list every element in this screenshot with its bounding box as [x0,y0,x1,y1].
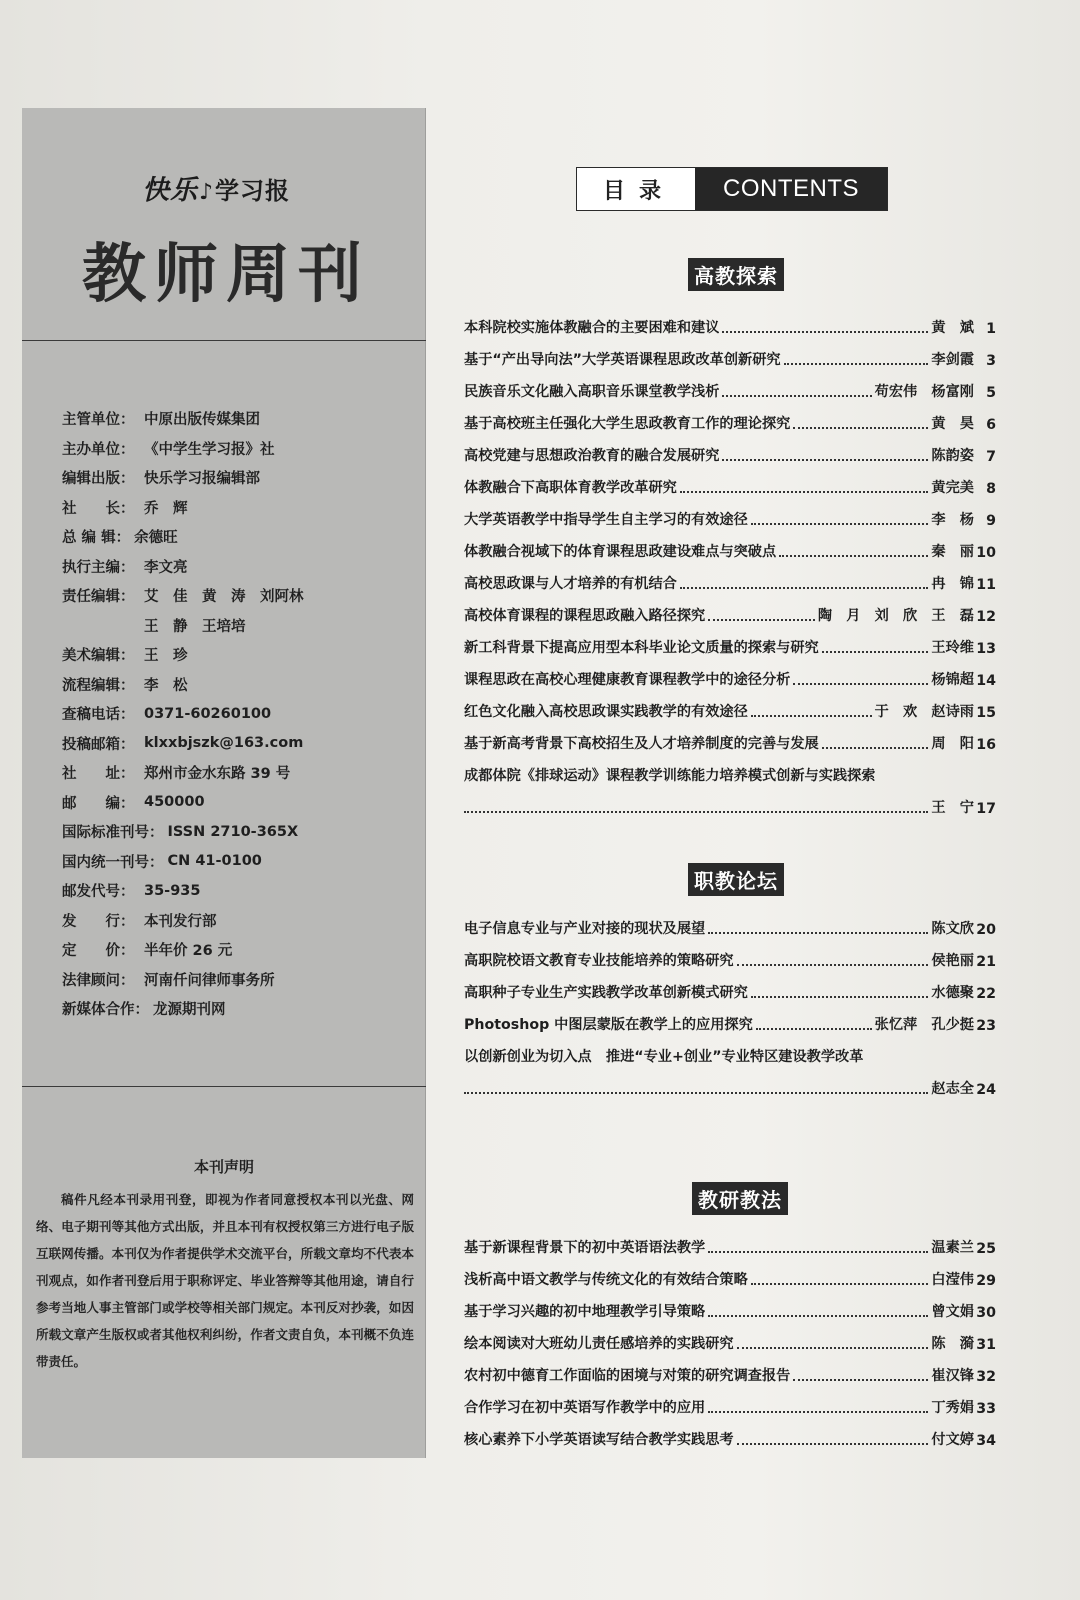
toc-entry [464,1040,996,1072]
masthead-value: 龙源期刊网 [153,1002,226,1019]
toc-entry [464,912,996,944]
toc-leader-dots [779,555,928,557]
masthead-label: 定 价： [62,943,135,960]
masthead-value: 王 珍 [144,648,188,665]
masthead-row [62,906,422,936]
section-label: 教研教法 [692,1182,788,1215]
toc-entry [464,343,996,375]
toc-entry [464,1359,996,1391]
masthead-label: 邮发代号： [62,884,135,901]
toc-entry-title: 浅析高中语文教学与传统文化的有效结合策略 [464,1272,748,1288]
masthead-row [62,640,422,670]
toc-entry-title: 民族音乐文化融入高职音乐课堂教学浅析 [464,384,720,400]
masthead-label: 法律顾问： [62,972,135,989]
masthead-label: 责任编辑： [62,589,135,606]
masthead-value: 本刊发行部 [144,913,217,930]
toc-entry [464,503,996,535]
masthead-value: 乔 辉 [144,500,188,517]
toc-header-contents: CONTENTS [695,168,887,210]
masthead-value: CN 41-0100 [167,853,262,870]
masthead-label: 国际标准刊号： [62,825,164,842]
toc-leader-dots [680,491,929,493]
toc-entry-author: 白滢伟 [931,1272,974,1288]
masthead-label: 国内统一刊号： [62,854,164,871]
toc-entry [464,599,996,631]
masthead-value: 35-935 [144,882,201,899]
toc-entry-page: 14 [976,673,996,689]
toc-leader-dots [822,651,929,653]
toc-entry-page: 33 [976,1401,996,1417]
toc-entry-author: 陈 漪 [931,1336,974,1352]
toc-entry-author: 黄完美 [931,480,974,496]
toc-entry-title: 红色文化融入高校思政课实践教学的有效途径 [464,704,748,720]
toc-entry-title: 绘本阅读对大班幼儿责任感培养的实践研究 [464,1336,734,1352]
masthead-row [62,404,422,434]
toc-entry-page: 3 [986,353,996,369]
masthead-row [62,493,422,523]
masthead-label: 编辑出版： [62,471,135,488]
masthead-label: 执行主编： [62,559,135,576]
masthead-label: 流程编辑： [62,677,135,694]
masthead-panel [22,108,426,1458]
masthead-value: 中原出版传媒集团 [144,412,260,429]
toc-entry-author: 温素兰 [931,1240,974,1256]
toc-entry-title: 大学英语教学中指导学生自主学习的有效途径 [464,512,748,528]
declaration-body: 稿件凡经本刊录用刊登，即视为作者同意授权本刊以光盘、网络、电子期刊等其他方式出版，并且本刊有权授权第三方进行电子版互联网传播。本刊仅为作者提供学术交流平台，所载文章均不代表本刊观点，如作者刊登后用于职称评定、毕业答辩等其他用途，请自行参考当地人事主管部门或学校等相关部门规定。本刊反对抄袭，如因所载文章产生版权或者其他权利纠纷，作者文责自负，本刊概不负连带责任。 [36,1192,414,1369]
section-label: 职教论坛 [688,863,784,896]
toc-entry-title: Photoshop 中图层蒙版在教学上的应用探究 [464,1017,753,1033]
masthead-value: 0371-60260100 [144,705,272,722]
toc-entry-author: 冉 锦 [931,576,974,592]
divider [22,1086,426,1087]
masthead-label: 邮 编： [62,795,135,812]
masthead-label: 主办单位： [62,441,135,458]
toc-entry-page: 6 [986,417,996,433]
toc-leader-dots [708,1315,928,1317]
toc-entry [464,695,996,727]
toc-entry [464,1072,996,1104]
masthead-value: 《中学生学习报》社 [144,441,275,458]
toc-entry [464,1423,996,1455]
toc-entry [464,439,996,471]
toc-entry-author: 李剑霞 [931,352,974,368]
toc-leader-dots [784,363,929,365]
masthead-value: 余德旺 [134,530,178,547]
toc-entry [464,535,996,567]
masthead-label: 社 址： [62,766,135,783]
toc-leader-dots [708,932,928,934]
toc-entry-title: 核心素养下小学英语读写结合教学实践思考 [464,1432,734,1448]
masthead-value: 艾 佳 黄 涛 刘阿林 [144,589,304,606]
toc-header [576,167,888,211]
toc-entry-page: 31 [976,1337,996,1353]
masthead-row [62,434,422,464]
toc-entry-author: 陈韵姿 [931,448,974,464]
toc-entry-page: 16 [976,737,996,753]
toc-entry-author: 崔汉锋 [931,1368,974,1384]
toc-leader-dots [708,1251,928,1253]
toc-entry-title: 高职院校语文教育专业技能培养的策略研究 [464,953,734,969]
masthead-value: klxxbjszk@163.com [144,735,304,752]
toc-leader-dots [737,1347,929,1349]
toc-entry-page: 29 [976,1273,996,1289]
music-note-icon: ♪ [199,180,215,205]
toc-leader-dots [751,523,929,525]
toc-entry-page: 10 [976,545,996,561]
toc-header-mulu: 目录 [603,178,676,204]
toc-section-list [464,311,996,823]
toc-entry-page: 23 [976,1018,996,1034]
toc-entry-title: 基于高校班主任强化大学生思政教育工作的理论探究 [464,416,791,432]
toc-entry-author: 秦 丽 [931,544,974,560]
masthead-value: 河南仟问律师事务所 [144,972,275,989]
masthead-row [62,758,422,788]
masthead-row [62,876,422,906]
toc-entry-author: 苟宏伟 杨富刚 [874,384,974,400]
toc-entry [464,976,996,1008]
toc-entry [464,1231,996,1263]
toc-entry-page: 7 [986,449,996,465]
toc-entry-title: 高校党建与思想政治教育的融合发展研究 [464,448,720,464]
toc-entry-title: 新工科背景下提高应用型本科毕业论文质量的探索与研究 [464,640,819,656]
toc-entry-title: 课程思政在高校心理健康教育课程教学中的途径分析 [464,672,791,688]
toc-entry-title: 体教融合下高职体育教学改革研究 [464,480,677,496]
masthead-value: 郑州市金水东路 39 号 [144,766,291,783]
toc-entry-author: 赵志全 [931,1081,974,1097]
masthead-row [62,522,422,552]
toc-section-list [464,912,996,1104]
brand-kuai: 快乐 [142,175,198,206]
toc-entry [464,1391,996,1423]
toc-entry-title: 高职种子专业生产实践教学改革创新模式研究 [464,985,748,1001]
masthead-row [62,817,422,847]
masthead-label: 社 长： [62,500,135,517]
toc-entry [464,311,996,343]
toc-entry-title: 成都体院《排球运动》课程教学训练能力培养模式创新与实践探索 [464,768,876,784]
toc-entry-page: 15 [976,705,996,721]
toc-entry-page: 25 [976,1241,996,1257]
toc-leader-dots [722,331,928,333]
masthead-label: 发 行： [62,913,135,930]
toc-entry-author: 黄 昊 [931,416,974,432]
toc-entry-page: 17 [976,801,996,817]
toc-leader-dots [464,811,928,813]
toc-entry [464,407,996,439]
masthead-value: 快乐学习报编辑部 [144,471,260,488]
toc-entry-title: 本科院校实施体教融合的主要困难和建议 [464,320,720,336]
toc-entry-author: 李 杨 [931,512,974,528]
masthead-value: 450000 [144,794,205,811]
toc-entry [464,1263,996,1295]
journal-title: 教师周刊 [82,237,370,312]
masthead-row [62,729,422,759]
toc-entry-page: 1 [986,321,996,337]
toc-entry-page: 20 [976,922,996,938]
toc-entry-title: 基于“产出导向法”大学英语课程思政改革创新研究 [464,352,781,368]
toc-entry [464,727,996,759]
toc-entry-author: 黄 斌 [931,320,974,336]
masthead-row [62,965,422,995]
toc-entry-author: 曾文娟 [931,1304,974,1320]
masthead-value: ISSN 2710-365X [167,823,299,840]
toc-leader-dots [751,996,929,998]
toc-entry [464,791,996,823]
toc-entry-title: 基于新课程背景下的初中英语语法教学 [464,1240,706,1256]
divider [22,340,426,341]
toc-entry [464,759,996,791]
declaration-title: 本刊声明 [193,1158,254,1176]
masthead-label: 美术编辑： [62,648,135,665]
masthead-row [62,699,422,729]
toc-entry-author: 侯艳丽 [931,953,974,969]
toc-entry-author: 张忆萍 孔少挺 [874,1017,974,1033]
toc-leader-dots [822,747,929,749]
toc-leader-dots [722,459,928,461]
masthead-value: 李 松 [144,677,188,694]
toc-entry-author: 于 欢 赵诗雨 [874,704,974,720]
section-label: 高教探索 [688,258,784,291]
toc-leader-dots [793,427,928,429]
toc-entry [464,375,996,407]
masthead-label: 查稿电话： [62,707,135,724]
toc-entry [464,631,996,663]
toc-leader-dots [756,1028,872,1030]
toc-section-list [464,1231,996,1455]
brand-xuexibao: 学习报 [215,177,291,205]
toc-entry-title: 基于学习兴趣的初中地理教学引导策略 [464,1304,706,1320]
masthead-value: 王 静 王培培 [144,618,246,635]
masthead-row [62,994,422,1024]
masthead-row [62,581,422,611]
toc-entry-page: 21 [976,954,996,970]
masthead-label: 新媒体合作： [62,1002,149,1019]
toc-entry-page: 30 [976,1305,996,1321]
toc-entry-page: 12 [976,609,996,625]
toc-leader-dots [737,1443,929,1445]
toc-entry-page: 11 [976,577,996,593]
toc-entry-title: 以创新创业为切入点 推进“专业+创业”专业特区建设教学改革 [464,1049,864,1065]
toc-entry-page: 32 [976,1369,996,1385]
toc-leader-dots [793,683,928,685]
masthead-row [62,611,422,641]
toc-leader-dots [722,395,871,397]
masthead-label: 主管单位： [62,412,135,429]
toc-entry-page: 13 [976,641,996,657]
toc-entry [464,471,996,503]
toc-entry-author: 陶 月 刘 欣 王 磊 [817,608,974,624]
toc-entry-author: 付文婷 [931,1432,974,1448]
toc-entry [464,567,996,599]
toc-leader-dots [751,715,872,717]
toc-entry-author: 陈文欣 [931,921,974,937]
masthead-label: 总 编 辑： [62,530,131,547]
toc-entry-title: 电子信息专业与产业对接的现状及展望 [464,921,706,937]
toc-entry-title: 合作学习在初中英语写作教学中的应用 [464,1400,706,1416]
toc-entry-author: 王玲维 [931,640,974,656]
toc-entry-author: 周 阳 [931,736,974,752]
toc-entry-page: 9 [986,513,996,529]
toc-entry-title: 高校体育课程的课程思政融入路径探究 [464,608,706,624]
toc-leader-dots [708,619,815,621]
masthead-list [62,404,422,1024]
masthead-label: 投稿邮箱： [62,736,135,753]
toc-entry-author: 杨锦超 [931,672,974,688]
toc-entry-page: 22 [976,986,996,1002]
toc-entry [464,1008,996,1040]
masthead-row [62,788,422,818]
toc-entry-title: 基于新高考背景下高校招生及人才培养制度的完善与发展 [464,736,819,752]
masthead-row [62,847,422,877]
masthead-row [62,552,422,582]
toc-leader-dots [680,587,929,589]
toc-entry-author: 丁秀娟 [931,1400,974,1416]
brand-logo [142,168,322,208]
toc-entry [464,1295,996,1327]
masthead-row [62,670,422,700]
toc-entry-page: 5 [986,385,996,401]
toc-entry-title: 农村初中德育工作面临的困境与对策的研究调查报告 [464,1368,791,1384]
toc-leader-dots [737,964,929,966]
masthead-value: 半年价 26 元 [144,943,233,960]
toc-entry-page: 8 [986,481,996,497]
masthead-value: 李文亮 [144,559,188,576]
toc-entry [464,1327,996,1359]
masthead-row [62,935,422,965]
toc-entry-title: 体教融合视域下的体育课程思政建设难点与突破点 [464,544,777,560]
toc-entry [464,944,996,976]
masthead-row [62,463,422,493]
toc-entry-page: 24 [976,1082,996,1098]
toc-entry-author: 水德聚 [931,985,974,1001]
toc-leader-dots [464,1092,928,1094]
toc-entry-author: 王 宁 [931,800,974,816]
toc-entry-page: 34 [976,1433,996,1449]
toc-leader-dots [751,1283,929,1285]
toc-leader-dots [793,1379,928,1381]
toc-entry [464,663,996,695]
toc-entry-title: 高校思政课与人才培养的有机结合 [464,576,677,592]
toc-leader-dots [708,1411,928,1413]
